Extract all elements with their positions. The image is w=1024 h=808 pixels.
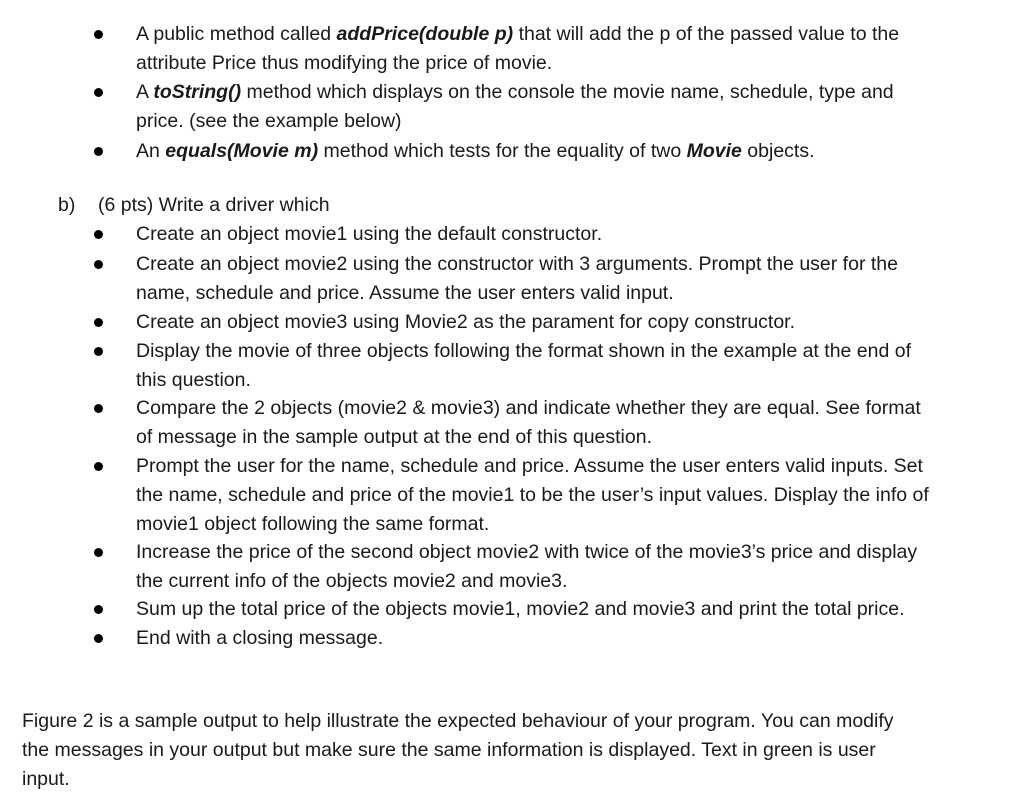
bullet-line: Display the movie of three objects following the format shown in the example at the end of — [136, 340, 912, 362]
part-b-header — [58, 191, 330, 220]
bullet-dot — [94, 318, 103, 327]
driver-bullet — [136, 308, 1008, 337]
bullet-dot — [94, 88, 103, 97]
driver-bullet — [136, 394, 1008, 452]
bullet-dot — [94, 347, 103, 356]
part-b-label: b) — [58, 194, 76, 216]
figure-note-paragraph — [22, 707, 1012, 794]
bullet-line: Create an object movie3 using Movie2 as the parament for copy constructor. — [136, 311, 796, 333]
part-b-title: (6 pts) Write a driver which — [98, 194, 330, 216]
bullet-line: Sum up the total price of the objects movie1, movie2 and movie3 and print the total price. — [136, 598, 905, 620]
bullet-dot — [94, 634, 103, 643]
bullet-line: An equals(Movie m) method which tests for the equality of two Movie objects. — [136, 140, 815, 162]
bullet-line: of message in the sample output at the end of this question. — [136, 426, 652, 448]
bullet-equals — [136, 137, 1008, 166]
bullet-dot — [94, 260, 103, 269]
bullet-line: Compare the 2 objects (movie2 & movie3) and indicate whether they are equal. See format — [136, 397, 921, 419]
bullet-line: Create an object movie2 using the constructor with 3 arguments. Prompt the user for the — [136, 253, 898, 275]
method-name: addPrice(double p) — [336, 23, 514, 45]
bullet-dot — [94, 462, 103, 471]
bullet-line: price. (see the example below) — [136, 110, 402, 132]
bullet-tostring — [136, 78, 1008, 136]
bullet-line: the name, schedule and price of the movie1 to be the user’s input values. Display the info of — [136, 484, 929, 506]
driver-bullet — [136, 538, 1008, 596]
bullet-line: A toString() method which displays on the console the movie name, schedule, type and — [136, 81, 894, 103]
bullet-dot — [94, 147, 103, 156]
class-name: Movie — [686, 140, 742, 162]
bullet-dot — [94, 605, 103, 614]
bullet-line: A public method called addPrice(double p) that will add the p of the passed value to the — [136, 23, 900, 45]
driver-bullet — [136, 337, 1008, 395]
driver-bullet — [136, 595, 1008, 624]
driver-bullet — [136, 220, 1008, 249]
bullet-line: name, schedule and price. Assume the user enters valid input. — [136, 282, 674, 304]
bullet-line: End with a closing message. — [136, 627, 384, 649]
driver-bullet — [136, 452, 1008, 539]
bullet-line: attribute Price thus modifying the price of movie. — [136, 52, 553, 74]
paragraph-line: Figure 2 is a sample output to help illustrate the expected behaviour of your program. You can modify — [22, 710, 894, 732]
paragraph-line: the messages in your output but make sure the same information is displayed. Text in green is user — [22, 739, 876, 761]
driver-bullet — [136, 250, 1008, 308]
bullet-dot — [94, 230, 103, 239]
bullet-line: Increase the price of the second object movie2 with twice of the movie3’s price and display — [136, 541, 918, 563]
driver-bullet — [136, 624, 1008, 653]
method-name: toString() — [153, 81, 242, 103]
bullet-dot — [94, 548, 103, 557]
bullet-dot — [94, 404, 103, 413]
bullet-line: Prompt the user for the name, schedule and price. Assume the user enters valid inputs. Set — [136, 455, 923, 477]
bullet-dot — [94, 30, 103, 39]
bullet-line: movie1 object following the same format. — [136, 513, 490, 535]
bullet-addprice — [136, 20, 1008, 78]
bullet-line: this question. — [136, 369, 251, 391]
paragraph-line: input. — [22, 768, 70, 790]
method-name: equals(Movie m) — [165, 140, 319, 162]
bullet-line: the current info of the objects movie2 and movie3. — [136, 570, 568, 592]
bullet-line: Create an object movie1 using the default constructor. — [136, 223, 603, 245]
